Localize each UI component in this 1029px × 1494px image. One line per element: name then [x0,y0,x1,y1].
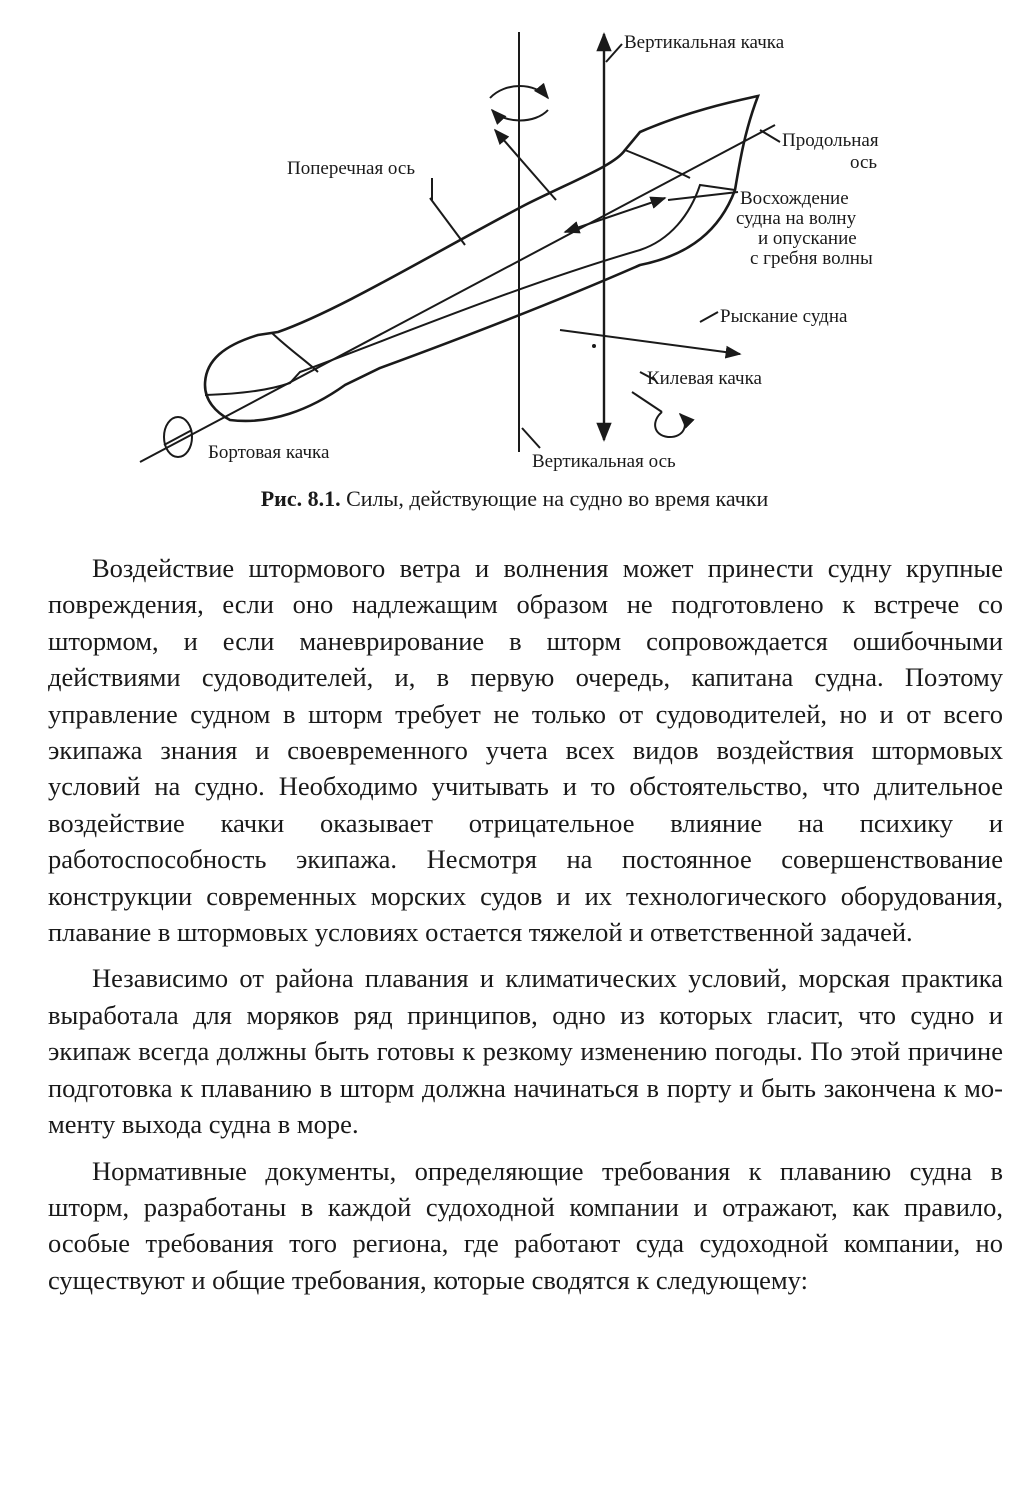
longitudinal-axis-line [140,125,775,462]
leader-surge [668,192,738,200]
pitch-rotation-arrow [655,412,685,437]
bow-deck-line [625,150,690,178]
label-roll: Бортовая качка [208,442,330,463]
transverse-arrow-up [495,130,556,200]
label-longitudinal-axis-2: ось [850,152,878,173]
ship-motion-figure [0,0,1029,480]
label-surge-2: судна на волну [736,208,857,229]
paragraph: Независимо от района плавания и климатических условий, морская практика выработала для моряков ряд принципов, одно из которых гласит, что судно и экипаж всегда должны быть готовы к резкому изменению погоды. По этой причине подготовка к плаванию в шторм должна начинаться в порту и быть закончена к моменту выхода судна в море. [48,963,1003,1140]
body-text [48,550,1003,1308]
leader-yaw [700,312,718,322]
caption-text: Силы, действующие на судно во время качки [346,486,769,511]
leader-heave [606,44,622,62]
label-vertical-heave: Вертикальная качка [624,32,785,53]
label-transverse-axis: Поперечная ось [287,158,415,179]
leader-vertical-axis [522,428,540,448]
label-surge-4: с гребня волны [750,248,873,269]
center-dot [592,344,596,348]
yaw-arrow [560,330,740,354]
surge-arrow [565,198,665,232]
paragraph: Воздействие штормового ветра и волнения может принести судну крупные повреждения, если оно надлежащим образом не подготовлено к встрече со штормом, и если маневрирование в шторм сопровождается ошибочными действиями судоводителей, и, в первую очередь, капитана судна. Поэтому управление судном в шторм требует не только от судоводителей, но и от всего экипажа знания и своевременного учета всех видов воздействия штормовых условий на судно. Необходимо учитывать и то обстоятельство, что длительное воздействие качки оказывает отрицательное влияние на психику и работоспособность экипажа. Несмотря на постоянное совершенствование конструкции современных морских судов и их технологического оборудования, плавание в штормовых условиях остается тяжелой и ответственной задачей. [48,553,1003,948]
transverse-axis-line [430,198,465,245]
label-longitudinal-axis-1: Продольная [782,130,879,151]
ship-diagram [0,0,1029,480]
hull-chine [205,185,735,395]
label-vertical-axis: Вертикальная ось [532,451,676,472]
label-pitch: Килевая качка [647,368,762,389]
leader-longitudinal [760,130,780,142]
paragraph: Нормативные документы, определяющие требования к плаванию судна в шторм, разработаны в каждой судоходной компании и отражают, как правило, особые требования того региона, где работают суда судоходной компании, но существуют и общие требования, которые сводятся к следующему: [48,1155,1003,1295]
label-yaw: Рыскание судна [720,306,848,327]
pitch-axis-stub [632,392,662,412]
stern-deck-line [272,333,318,372]
figure-caption [0,484,1029,514]
label-surge-1: Восхождение [740,188,849,209]
caption-label: Рис. 8.1. [260,486,341,511]
label-surge-3: и опускание [758,228,857,249]
